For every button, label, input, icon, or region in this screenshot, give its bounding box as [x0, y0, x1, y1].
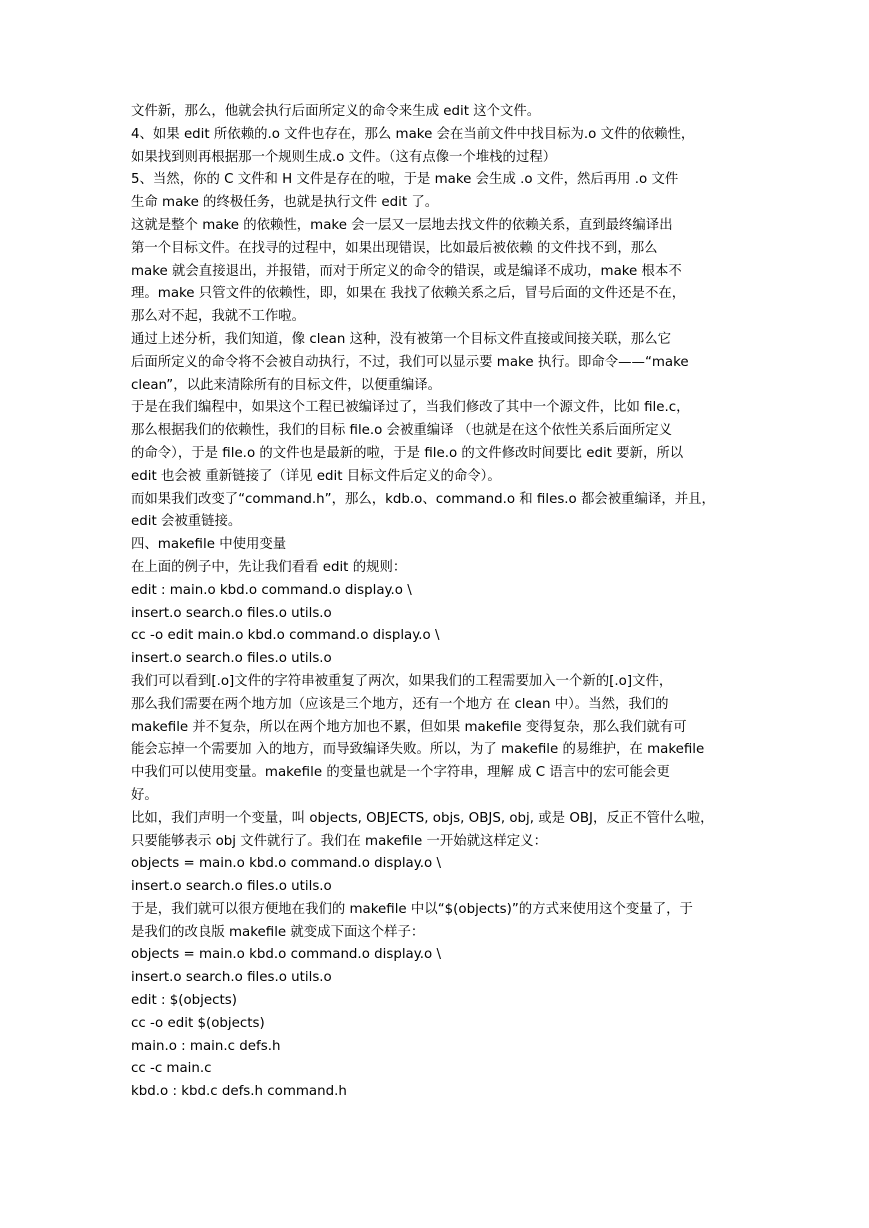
text-line: 5、当然，你的 C 文件和 H 文件是存在的啦，于是 make 会生成 .o 文件，然后再用 .o 文件: [131, 172, 679, 188]
text-line: 4、如果 edit 所依赖的.o 文件也存在，那么 make 会在当前文件中找目标为.o 文件的依赖性，: [131, 126, 695, 142]
document-page: [131, 101, 739, 1104]
section-heading: 四、makefile 中使用变量: [131, 537, 287, 553]
text-line: 于是在我们编程中，如果这个工程已被编译过了，当我们修改了其中一个源文件，比如 file.c，: [131, 400, 690, 416]
text-line: edit 会被重链接。: [131, 514, 242, 530]
code-line: edit : $(objects): [131, 993, 237, 1009]
text-line: 是我们的改良版 makefile 就变成下面这个样子：: [131, 924, 425, 940]
code-line: edit : main.o kbd.o command.o display.o \: [131, 582, 412, 598]
code-line: insert.o search.o files.o utils.o: [131, 605, 332, 621]
text-line: 理。make 只管文件的依赖性，即，如果在 我找了依赖关系之后，冒号后面的文件还是不在，: [131, 286, 686, 302]
text-line: 通过上述分析，我们知道，像 clean 这种，没有被第一个目标文件直接或间接关联，那么它: [131, 331, 671, 347]
text-line: 而如果我们改变了“command.h”，那么，kdb.o、command.o 和 files.o 都会被重编译，并且，: [131, 491, 715, 507]
text-line: make 就会直接退出，并报错，而对于所定义的命令的错误，或是编译不成功，make 根本不: [131, 263, 682, 279]
code-line: insert.o search.o files.o utils.o: [131, 970, 332, 986]
code-line: cc -o edit $(objects): [131, 1015, 265, 1031]
code-line: insert.o search.o files.o utils.o: [131, 879, 332, 895]
text-line: 在上面的例子中，先让我们看看 edit 的规则：: [131, 559, 407, 575]
code-line: insert.o search.o files.o utils.o: [131, 651, 332, 667]
text-line: 那么根据我们的依赖性，我们的目标 file.o 会被重编译 （也就是在这个依性关系后面所定义: [131, 423, 673, 439]
text-line: clean”，以此来清除所有的目标文件，以便重编译。: [131, 377, 442, 393]
text-line: 那么对不起，我就不工作啦。: [131, 309, 306, 325]
text-line: 于是，我们就可以很方便地在我们的 makefile 中以“$(objects)”的方式来使用这个变量了，于: [131, 901, 693, 917]
code-line: objects = main.o kbd.o command.o display.o \: [131, 947, 441, 963]
text-line: 好。: [131, 787, 158, 803]
code-line: cc -o edit main.o kbd.o command.o display.o \: [131, 628, 440, 644]
text-line: 的命令），于是 file.o 的文件也是最新的啦，于是 file.o 的文件修改时间要比 edit 要新，所以: [131, 445, 684, 461]
text-line: 后面所定义的命令将不会被自动执行，不过，我们可以显示要 make 执行。即命令——“make: [131, 354, 689, 370]
text-line: 这就是整个 make 的依赖性，make 会一层又一层地去找文件的依赖关系，直到最终编译出: [131, 217, 673, 233]
text-line: 那么我们需要在两个地方加（应该是三个地方，还有一个地方 在 clean 中）。当然，我们的: [131, 696, 669, 712]
code-line: main.o : main.c defs.h: [131, 1038, 281, 1054]
text-line: 文件新，那么，他就会执行后面所定义的命令来生成 edit 这个文件。: [131, 104, 541, 119]
text-line: 只要能够表示 obj 文件就行了。我们在 makefile 一开始就这样定义：: [131, 833, 547, 849]
text-line: 生命 make 的终极任务，也就是执行文件 edit 了。: [131, 195, 439, 211]
text-line: makefile 并不复杂，所以在两个地方加也不累，但如果 makefile 变得复杂，那么我们就有可: [131, 719, 687, 735]
text-line: 能会忘掉一个需要加 入的地方，而导致编译失败。所以，为了 makefile 的易维护，在 makefile: [131, 742, 705, 758]
text-line: 第一个目标文件。在找寻的过程中，如果出现错误，比如最后被依赖 的文件找不到，那么: [131, 240, 658, 256]
text-line: 我们可以看到[.o]文件的字符串被重复了两次，如果我们的工程需要加入一个新的[.o]文件，: [131, 673, 673, 689]
code-line: objects = main.o kbd.o command.o display.o \: [131, 856, 441, 872]
text-line: 如果找到则再根据那一个规则生成.o 文件。（这有点像一个堆栈的过程）: [131, 149, 557, 165]
text-line: 中我们可以使用变量。makefile 的变量也就是一个字符串，理解 成 C 语言中的宏可能会更: [131, 765, 670, 781]
text-line: 比如，我们声明一个变量，叫 objects, OBJECTS, objs, OBJS, obj, 或是 OBJ，反正不管什么啦，: [131, 810, 714, 826]
code-line: kbd.o : kbd.c defs.h command.h: [131, 1084, 347, 1100]
code-line: cc -c main.c: [131, 1061, 212, 1077]
text-line: edit 也会被 重新链接了（详见 edit 目标文件后定义的命令）。: [131, 468, 501, 484]
